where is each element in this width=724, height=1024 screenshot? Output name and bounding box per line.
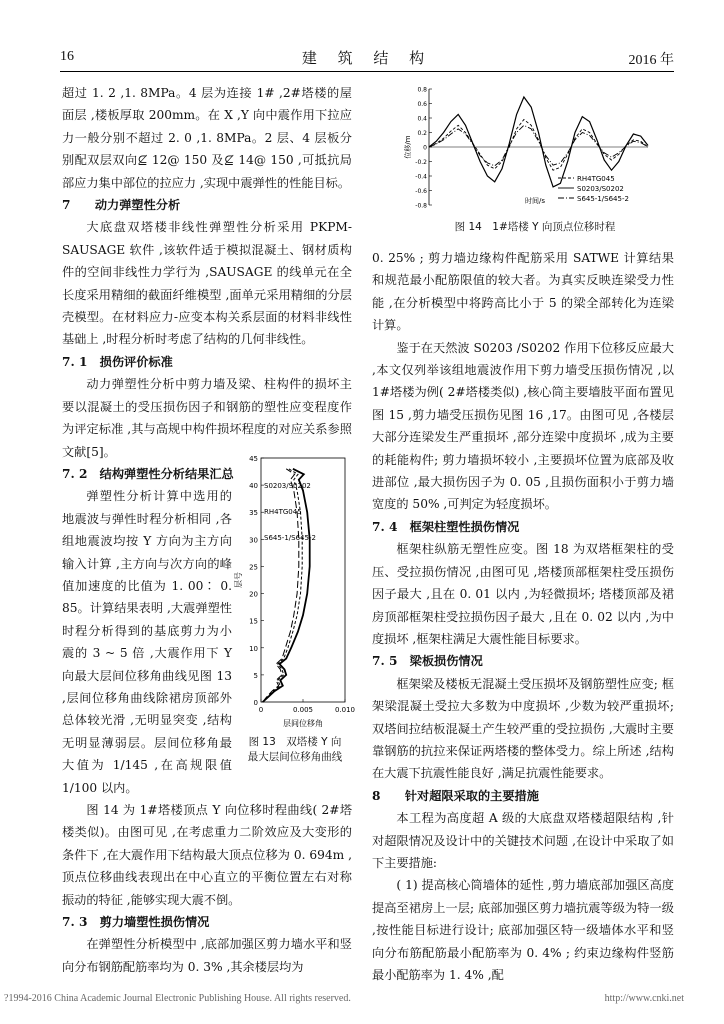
x-tick-label: 0.005 (292, 706, 314, 714)
figure-14-chart (403, 85, 653, 220)
y-tick-label: 0 (423, 144, 427, 152)
journal-year: 2016 年 (628, 53, 674, 68)
right-column (372, 247, 674, 986)
y-tick-label: 20 (249, 590, 258, 599)
subsection-heading: 7. 2 结构弹塑性分析结果汇总 (62, 466, 234, 481)
section-heading: 7 动力弹塑性分析 (62, 198, 181, 213)
x-tick-label: 0 (258, 706, 264, 714)
y-tick-label: -0.8 (415, 202, 427, 210)
series-line-1 (263, 469, 310, 702)
legend-label: S0203/S0202 (577, 185, 624, 193)
x-axis-label: 时间/s (524, 197, 546, 205)
paragraph: 大底盘双塔楼非线性弹塑性分析采用 PKPM-SAUSAGE 软件 ,该软件适于模拟混凝土、钢材质构件的空间非线性力学行为 ,SAUSAGE 的线单元在全长度采用精细的截面纤维模型 ,面单元采用精细的分层壳模型。在材料应力-应变本构关系层面的材料非线性基础上 ,时程分析时考虑了结构的几何非线性。 (62, 220, 352, 347)
paragraph: 动力弹塑性分析中剪力墙及梁、柱构件的损坏主要以混凝土的受压损伤因子和钢筋的塑性应变程度作为评定标准 ,其与高规中构件损坏程度的对应关系参照文献[5]。 (62, 377, 352, 459)
footer-url: http://www.cnki.net (604, 993, 684, 1004)
figure-13-caption (236, 735, 354, 765)
y-tick-label: 0.8 (417, 86, 427, 94)
series-line-3 (263, 469, 299, 702)
legend-label: RH4TG045 (577, 175, 615, 183)
y-tick-label: 0.6 (417, 101, 427, 108)
figure-13-caption-line1: 图 13 双塔楼 Y 向 (248, 736, 342, 748)
section-heading: 8 针对超限采取的主要措施 (372, 788, 539, 803)
paragraph: 框架柱纵筋无塑性应变。图 18 为双塔框架柱的受压、受拉损伤情况 ,由图可见 ,塔楼顶部框架柱受压损伤因子最大 ,且在 0. 01 以内 ,为轻微损坏; 塔楼顶部及裙房顶部框架柱受拉损伤因子最大 ,且在 0. 02 以内 ,为中度损坏 ,框架柱满足大震性能目标要求。 (372, 542, 674, 646)
y-tick-label: -0.4 (415, 173, 427, 181)
legend-label: S645-1/S645-2 (577, 195, 629, 203)
paragraph: 图 14 为 1#塔楼顶点 Y 向位移时程曲线( 2#塔楼类似)。由图可见 ,在考虑重力二阶效应及大变形的条件下 ,在大震作用下结构最大顶点位移为 0. 694m ,顶点位移曲线表现出在中心直立的平衡位置左右对称振动的特征 ,能够实现大震不倒。 (62, 803, 352, 907)
y-tick-label: 10 (249, 644, 258, 653)
figure-13-chart (233, 452, 356, 737)
y-tick-label: 30 (249, 536, 258, 545)
y-tick-label: 40 (249, 482, 258, 491)
series-line-2 (429, 97, 648, 187)
page-number: 16 (60, 49, 74, 64)
legend-label: RH4TG045 (264, 508, 302, 516)
subsection-heading: 7. 1 损伤评价标准 (62, 354, 173, 369)
paragraph: 本工程为高度超 A 级的大底盘双塔楼超限结构 ,针对超限情况及设计中的关键技术问题 ,在设计中采取了如下主要措施: (372, 811, 674, 870)
figure-14-caption: 图 14 1#塔楼 Y 向顶点位移时程 (454, 221, 616, 233)
legend-label: S645-1/S645-2 (264, 534, 316, 542)
x-axis-label: 层间位移角 (283, 719, 323, 728)
paragraph: 在弹塑性分析模型中 ,底部加强区剪力墙水平和竖向分布钢筋配筋率均为 0. 3% ,其余楼层均为 (62, 937, 352, 974)
y-tick-label: 0.4 (417, 115, 427, 123)
y-axis-label: 位移/m (404, 135, 412, 159)
y-tick-label: -0.2 (415, 159, 427, 166)
y-tick-label: 35 (249, 509, 258, 518)
paragraph: 弹塑性分析计算中选用的地震波与弹性时程分析相同 ,各组地震波均按 Y 方向为主方向输入计算 ,主方向与次方向的峰值加速度的比值为 1. 00∶ 0. 85。计算结果表明 ,大震弹塑性时程分析得到的基底剪力为小震的 3 ~ 5 倍 ,大震作用下 Y 向最大层间位移角曲线见图 13 ,层间位移角曲线除裙房顶部外总体较光滑 ,无明显突变 ,结构无明显薄弱层。层间位移角最大值为 1/145 ,在高规限值 1/100 以内。 (62, 489, 232, 795)
figure-13-caption-line2: 最大层间位移角曲线 (247, 751, 343, 763)
y-tick-label: 45 (249, 455, 258, 463)
paragraph: 0. 25% ; 剪力墙边缘构件配筋采用 SATWE 计算结果和规范最小配筋限值的较大者。为真实反映连梁受力性能 ,在分析模型中将跨高比小于 5 的梁全部转化为连梁计算。 (372, 251, 674, 333)
paragraph: 框架梁及楼板无混凝土受压损坏及钢筋塑性应变; 框架梁混凝土受拉大多数为中度损坏 ,少数为较严重损坏; 双塔间拉结板混凝土产生较严重的受拉损伤 ,大震时主要靠钢筋的抗拉来保证两塔楼的整体受力。综上所述 ,结构在大震下抗震性能良好 ,满足抗震性能要求。 (372, 676, 674, 781)
y-axis-label: 层号 (234, 572, 243, 588)
y-tick-label: 0 (253, 699, 258, 707)
copyright-notice: ?1994-2016 China Academic Journal Electronic Publishing House. All rights reserved. (4, 993, 351, 1004)
paragraph: 鉴于在天然波 S0203 /S0202 作用下位移反应最大 ,本文仅列举该组地震波作用下剪力墙受压损伤情况 ,以 1#塔楼为例( 2#塔楼类似) ,核心筒主要墙肢平面布置见图 15 ,剪力墙受压损伤见图 16 ,17。由图可见 ,各楼层大部分连梁发生严重损坏 ,部分连梁中度损坏 ,成为主要的耗能构件; 剪力墙损坏较小 ,主要损坏位置为底部及收进部位 ,最大损伤因子为 0. 05 ,且损伤面积小于剪力墙宽度的 50% ,可判定为轻度损坏。 (372, 340, 674, 512)
y-tick-label: -0.6 (415, 188, 427, 195)
figure-13 (233, 452, 356, 737)
y-tick-label: 15 (249, 617, 258, 626)
page-header (60, 45, 674, 72)
subsection-heading: 7. 5 梁板损伤情况 (372, 654, 483, 669)
subsection-heading: 7. 3 剪力墙塑性损伤情况 (62, 915, 210, 930)
series-line-1 (429, 120, 648, 171)
figure-14 (403, 85, 653, 240)
y-tick-label: 5 (253, 671, 258, 680)
paragraph: ( 1) 提高核心筒墙体的延性 ,剪力墙底部加强区高度提高至裙房上一层; 底部加强区剪力墙抗震等级为特一级 ,按性能目标进行设计; 底部加强区特一级墙体水平和竖向分布筋配筋最小配筋率为 0. 4% ; 约束边缘构件竖筋最小配筋率为 1. 4% ,配 (372, 878, 674, 982)
y-tick-label: 25 (249, 563, 258, 572)
x-tick-label: 0.010 (334, 706, 356, 714)
y-tick-label: 0.2 (417, 130, 427, 137)
journal-title: 建 筑 结 构 (301, 49, 433, 67)
paragraph: 超过 1. 2 ,1. 8MPa。4 层为连接 1# ,2#塔楼的屋面层 ,楼板厚取 200mm。在 X ,Y 向中震作用下拉应力一般分别不超过 2. 0 ,1. 8MPa。2 层、4 层板分别配双层双向⊈ 12@ 150 及⊈ 14@ 150 ,可抵抗局部应力集中部位的拉应力 ,实现中震弹性的性能目标。 (62, 86, 352, 190)
legend-label: S0203/S0202 (264, 482, 311, 490)
subsection-heading: 7. 4 框架柱塑性损伤情况 (372, 519, 520, 534)
